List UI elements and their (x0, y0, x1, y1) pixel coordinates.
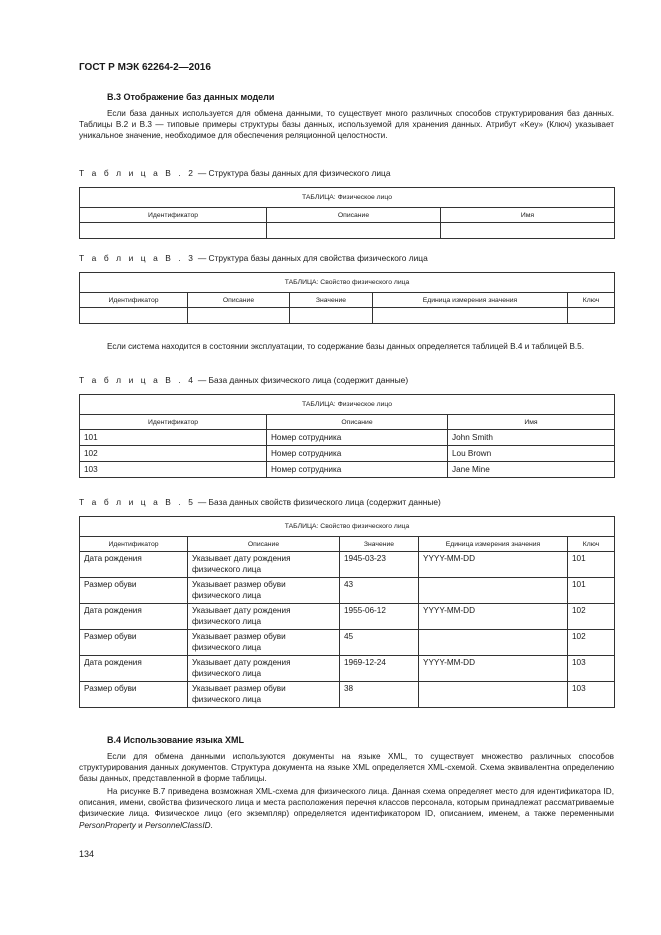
table-cell (419, 578, 568, 604)
table-cell: 45 (340, 630, 419, 656)
table-header-cell: Значение (340, 537, 419, 552)
table-row (80, 578, 615, 604)
section-b3-paragraph: Если база данных используется для обмена данными, то существует много различных способов структурирования баз данных. Таблицы В.2 и В.3 — типовые примеры структуры базы данных, используемой для хранения данных. Атрибут «Key» (Ключ) указывает уникальное значение, необходимое для обеспечения реляционной целостности. (79, 109, 614, 141)
table-b3 (79, 272, 615, 324)
table-cell: 102 (80, 446, 267, 462)
table-b3-title: ТАБЛИЦА: Свойство физического лица (80, 273, 615, 293)
table-cell: Указывает дату рождения физического лица (188, 552, 340, 578)
table-cell: 43 (340, 578, 419, 604)
section-b4-title: В.4 Использование языка XML (107, 735, 244, 745)
table-cell: Дата рождения (80, 604, 188, 630)
table-header-cell: Идентификатор (80, 208, 267, 223)
table-b2-title: ТАБЛИЦА: Физическое лицо (80, 188, 615, 208)
table-cell: 1955-06-12 (340, 604, 419, 630)
table-header-cell: Идентификатор (80, 293, 188, 308)
table-b4 (79, 394, 615, 478)
table-cell: Номер сотрудника (267, 462, 448, 478)
table-cell: YYYY-MM-DD (419, 656, 568, 682)
table-header-cell: Описание (267, 415, 448, 430)
table-cell: 101 (568, 552, 615, 578)
table-cell: Lou Brown (448, 446, 615, 462)
table-header-cell: Ключ (568, 293, 615, 308)
table-b5-caption: Т а б л и ц а В . 5 — База данных свойств физического лица (содержит данные) (79, 497, 441, 507)
section-b4-paragraph-1: Если для обмена данными используются документы на языке XML, то существует множество различных способов структурирования данных документов. Структура документа на языке XML определяется XML-схемой. Схема эквивалентна определению базы данных, представленной в форме таблицы. (79, 752, 614, 784)
table-cell: 103 (568, 656, 615, 682)
table-cell: Размер обуви (80, 630, 188, 656)
table-cell: Размер обуви (80, 578, 188, 604)
table-cell: Указывает размер обуви физического лица (188, 578, 340, 604)
section-b3-title: В.3 Отображение баз данных модели (107, 92, 275, 102)
table-b2-caption: Т а б л и ц а В . 2 — Структура базы данных для физического лица (79, 168, 391, 178)
table-header-cell: Значение (290, 293, 373, 308)
table-header-cell: Идентификатор (80, 415, 267, 430)
table-row (80, 430, 615, 446)
table-header-cell: Имя (441, 208, 615, 223)
table-cell: John Smith (448, 430, 615, 446)
table-cell: 102 (568, 630, 615, 656)
table-cell: 103 (80, 462, 267, 478)
table-cell: 1945-03-23 (340, 552, 419, 578)
table-row (80, 552, 615, 578)
table-b3-caption: Т а б л и ц а В . 3 — Структура базы данных для свойства физического лица (79, 253, 428, 263)
table-row (80, 604, 615, 630)
exploitation-paragraph: Если система находится в состоянии эксплуатации, то содержание базы данных определяется таблицей В.4 и таблицей В.5. (107, 342, 585, 351)
table-cell: Номер сотрудника (267, 430, 448, 446)
table-header-cell: Описание (267, 208, 441, 223)
table-cell: Указывает размер обуви физического лица (188, 630, 340, 656)
table-cell: 101 (568, 578, 615, 604)
table-row (80, 308, 615, 324)
table-row (80, 446, 615, 462)
personnel-class-id-term: PersonnelClassID (145, 820, 211, 830)
table-cell: Дата рождения (80, 552, 188, 578)
table-cell: 38 (340, 682, 419, 708)
table-cell: Размер обуви (80, 682, 188, 708)
table-header-cell: Единица измерения значения (373, 293, 568, 308)
page-number: 134 (79, 849, 95, 859)
table-header-cell: Описание (188, 293, 290, 308)
table-cell: Дата рождения (80, 656, 188, 682)
table-cell: Указывает дату рождения физического лица (188, 656, 340, 682)
table-row (80, 462, 615, 478)
table-row (80, 656, 615, 682)
table-cell: Указывает размер обуви физического лица (188, 682, 340, 708)
table-b4-caption: Т а б л и ц а В . 4 — База данных физического лица (содержит данные) (79, 375, 409, 385)
table-cell: 102 (568, 604, 615, 630)
table-cell: YYYY-MM-DD (419, 604, 568, 630)
table-cell: 103 (568, 682, 615, 708)
table-header-cell: Имя (448, 415, 615, 430)
table-row (80, 630, 615, 656)
table-cell: Указывает дату рождения физического лица (188, 604, 340, 630)
table-b4-title: ТАБЛИЦА: Физическое лицо (80, 395, 615, 415)
table-cell: Jane Mine (448, 462, 615, 478)
table-header-cell: Единица измерения значения (419, 537, 568, 552)
table-cell: 1969-12-24 (340, 656, 419, 682)
table-b5 (79, 516, 615, 708)
table-header-cell: Ключ (568, 537, 615, 552)
table-cell: Номер сотрудника (267, 446, 448, 462)
table-b5-title: ТАБЛИЦА: Свойство физического лица (80, 517, 615, 537)
table-cell: YYYY-MM-DD (419, 552, 568, 578)
table-header-cell: Описание (188, 537, 340, 552)
section-b4-paragraph-2: На рисунке В.7 приведена возможная XML-схема для физического лица. Данная схема определяет место для идентификатора ID, описания, имени, свойства физического лица и места расположения перечня классов персонала, которым принадлежат рассматриваемые физические лица. Физическое лицо (его экземпляр) определяется идентификатором ID, описанием, именем, а также переменными PersonProperty и PersonnelClassID. (79, 787, 614, 830)
table-cell (419, 682, 568, 708)
table-cell (419, 630, 568, 656)
person-property-term: PersonProperty (79, 820, 136, 830)
table-row (80, 682, 615, 708)
table-b2 (79, 187, 615, 239)
table-cell: 101 (80, 430, 267, 446)
page-header: ГОСТ Р МЭК 62264-2—2016 (79, 62, 211, 73)
table-header-cell: Идентификатор (80, 537, 188, 552)
table-row (80, 223, 615, 239)
